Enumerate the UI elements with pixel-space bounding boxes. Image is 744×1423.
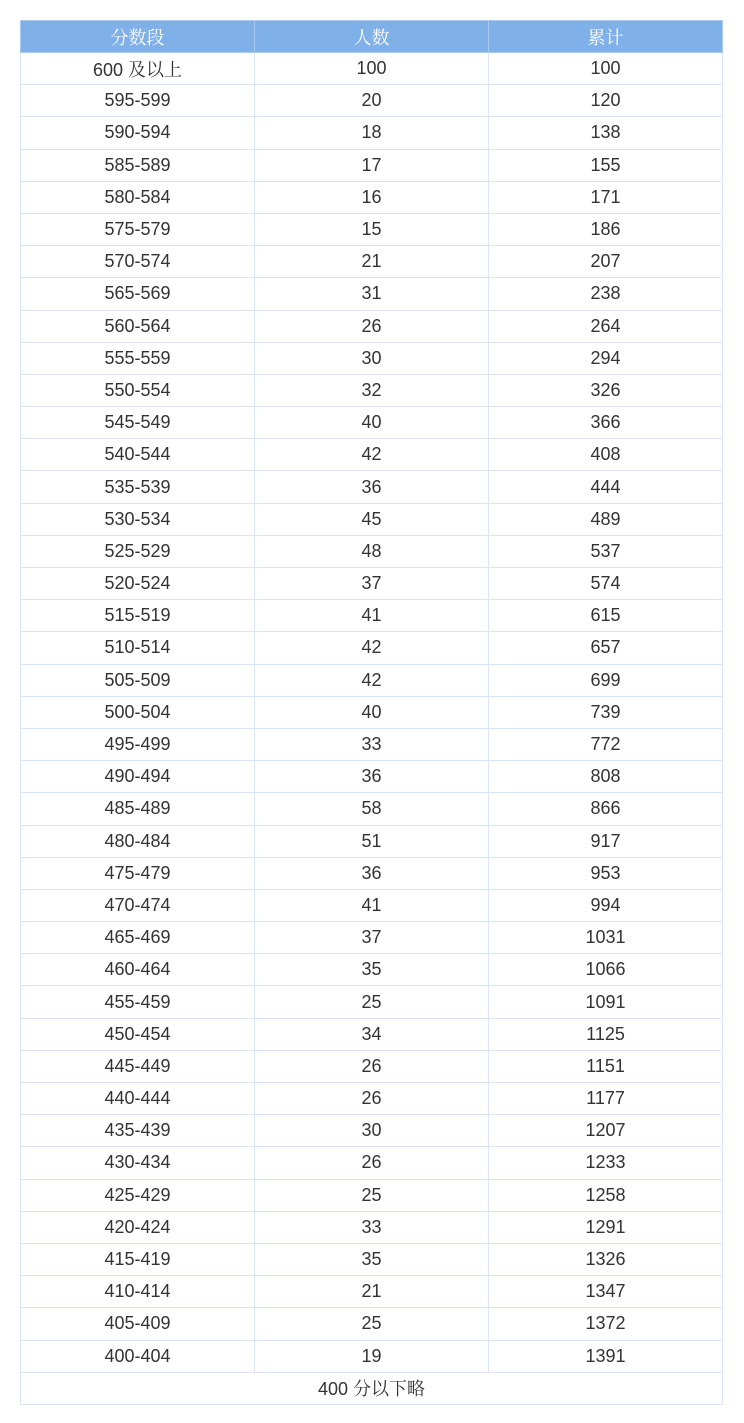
cell-cumulative: 917 — [489, 825, 723, 857]
cell-cumulative: 1066 — [489, 954, 723, 986]
cell-cumulative: 1031 — [489, 922, 723, 954]
table-row — [21, 1211, 723, 1243]
cell-score-range: 510-514 — [21, 632, 255, 664]
cell-count: 100 — [255, 53, 489, 85]
header-count: 人数 — [255, 21, 489, 53]
cell-score-range: 520-524 — [21, 568, 255, 600]
cell-count: 40 — [255, 407, 489, 439]
cell-count: 30 — [255, 342, 489, 374]
cell-count: 36 — [255, 857, 489, 889]
cell-count: 25 — [255, 1308, 489, 1340]
cell-cumulative: 808 — [489, 761, 723, 793]
cell-count: 36 — [255, 761, 489, 793]
cell-score-range: 590-594 — [21, 117, 255, 149]
table-row — [21, 117, 723, 149]
cell-cumulative: 155 — [489, 149, 723, 181]
cell-count: 19 — [255, 1340, 489, 1372]
cell-score-range: 540-544 — [21, 439, 255, 471]
table-row — [21, 85, 723, 117]
table-row — [21, 181, 723, 213]
cell-cumulative: 294 — [489, 342, 723, 374]
table-row — [21, 568, 723, 600]
table-row — [21, 342, 723, 374]
cell-cumulative: 100 — [489, 53, 723, 85]
table-row — [21, 310, 723, 342]
cell-score-range: 505-509 — [21, 664, 255, 696]
table-header-row — [21, 21, 723, 53]
header-score-range: 分数段 — [21, 21, 255, 53]
cell-score-range: 410-414 — [21, 1276, 255, 1308]
cell-score-range: 575-579 — [21, 213, 255, 245]
cell-score-range: 585-589 — [21, 149, 255, 181]
cell-count: 35 — [255, 1243, 489, 1275]
table-footer-row — [21, 1372, 723, 1404]
cell-cumulative: 207 — [489, 246, 723, 278]
table-row — [21, 1243, 723, 1275]
cell-count: 37 — [255, 922, 489, 954]
score-distribution-table — [20, 20, 723, 1405]
cell-score-range: 420-424 — [21, 1211, 255, 1243]
table-row — [21, 1308, 723, 1340]
cell-cumulative: 326 — [489, 374, 723, 406]
cell-count: 41 — [255, 600, 489, 632]
cell-cumulative: 408 — [489, 439, 723, 471]
table-row — [21, 407, 723, 439]
cell-score-range: 485-489 — [21, 793, 255, 825]
table-body — [21, 53, 723, 1373]
cell-cumulative: 238 — [489, 278, 723, 310]
cell-score-range: 470-474 — [21, 889, 255, 921]
cell-count: 42 — [255, 664, 489, 696]
cell-count: 33 — [255, 728, 489, 760]
table-row — [21, 825, 723, 857]
cell-cumulative: 739 — [489, 696, 723, 728]
table-row — [21, 1179, 723, 1211]
cell-count: 17 — [255, 149, 489, 181]
cell-count: 42 — [255, 632, 489, 664]
cell-score-range: 500-504 — [21, 696, 255, 728]
cell-count: 26 — [255, 1083, 489, 1115]
cell-cumulative: 1391 — [489, 1340, 723, 1372]
table-row — [21, 954, 723, 986]
cell-score-range: 555-559 — [21, 342, 255, 374]
cell-count: 37 — [255, 568, 489, 600]
cell-score-range: 580-584 — [21, 181, 255, 213]
cell-cumulative: 1177 — [489, 1083, 723, 1115]
score-distribution-table-container — [20, 20, 722, 1405]
cell-score-range: 455-459 — [21, 986, 255, 1018]
cell-score-range: 405-409 — [21, 1308, 255, 1340]
table-footer-note: 400 分以下略 — [21, 1372, 723, 1404]
cell-score-range: 490-494 — [21, 761, 255, 793]
cell-score-range: 515-519 — [21, 600, 255, 632]
cell-score-range: 450-454 — [21, 1018, 255, 1050]
cell-count: 16 — [255, 181, 489, 213]
cell-cumulative: 444 — [489, 471, 723, 503]
table-row — [21, 1050, 723, 1082]
cell-count: 30 — [255, 1115, 489, 1147]
cell-score-range: 440-444 — [21, 1083, 255, 1115]
cell-cumulative: 1258 — [489, 1179, 723, 1211]
cell-score-range: 545-549 — [21, 407, 255, 439]
cell-count: 18 — [255, 117, 489, 149]
table-row — [21, 213, 723, 245]
cell-score-range: 530-534 — [21, 503, 255, 535]
cell-count: 45 — [255, 503, 489, 535]
cell-cumulative: 772 — [489, 728, 723, 760]
cell-count: 21 — [255, 246, 489, 278]
cell-score-range: 415-419 — [21, 1243, 255, 1275]
cell-cumulative: 1326 — [489, 1243, 723, 1275]
cell-cumulative: 120 — [489, 85, 723, 117]
cell-cumulative: 366 — [489, 407, 723, 439]
cell-count: 25 — [255, 1179, 489, 1211]
cell-score-range: 550-554 — [21, 374, 255, 406]
cell-count: 36 — [255, 471, 489, 503]
table-row — [21, 922, 723, 954]
cell-score-range: 475-479 — [21, 857, 255, 889]
cell-count: 15 — [255, 213, 489, 245]
table-row — [21, 793, 723, 825]
cell-count: 41 — [255, 889, 489, 921]
cell-count: 58 — [255, 793, 489, 825]
cell-count: 21 — [255, 1276, 489, 1308]
table-row — [21, 1276, 723, 1308]
cell-cumulative: 171 — [489, 181, 723, 213]
cell-score-range: 570-574 — [21, 246, 255, 278]
cell-cumulative: 264 — [489, 310, 723, 342]
cell-cumulative: 1233 — [489, 1147, 723, 1179]
cell-count: 51 — [255, 825, 489, 857]
cell-count: 32 — [255, 374, 489, 406]
table-row — [21, 503, 723, 535]
table-row — [21, 374, 723, 406]
cell-score-range: 525-529 — [21, 535, 255, 567]
cell-cumulative: 1091 — [489, 986, 723, 1018]
table-row — [21, 149, 723, 181]
table-row — [21, 986, 723, 1018]
table-row — [21, 857, 723, 889]
cell-cumulative: 615 — [489, 600, 723, 632]
cell-score-range: 435-439 — [21, 1115, 255, 1147]
table-row — [21, 632, 723, 664]
cell-cumulative: 699 — [489, 664, 723, 696]
table-row — [21, 439, 723, 471]
cell-count: 34 — [255, 1018, 489, 1050]
cell-cumulative: 1347 — [489, 1276, 723, 1308]
cell-score-range: 600 及以上 — [21, 53, 255, 85]
table-row — [21, 1018, 723, 1050]
table-row — [21, 246, 723, 278]
table-row — [21, 535, 723, 567]
cell-cumulative: 138 — [489, 117, 723, 149]
cell-cumulative: 657 — [489, 632, 723, 664]
cell-count: 42 — [255, 439, 489, 471]
cell-count: 26 — [255, 1050, 489, 1082]
table-row — [21, 889, 723, 921]
cell-count: 20 — [255, 85, 489, 117]
cell-cumulative: 574 — [489, 568, 723, 600]
cell-count: 31 — [255, 278, 489, 310]
table-row — [21, 1340, 723, 1372]
cell-count: 40 — [255, 696, 489, 728]
cell-score-range: 400-404 — [21, 1340, 255, 1372]
table-row — [21, 1147, 723, 1179]
cell-cumulative: 866 — [489, 793, 723, 825]
cell-count: 35 — [255, 954, 489, 986]
table-row — [21, 471, 723, 503]
cell-score-range: 425-429 — [21, 1179, 255, 1211]
cell-cumulative: 1207 — [489, 1115, 723, 1147]
table-row — [21, 278, 723, 310]
cell-count: 48 — [255, 535, 489, 567]
header-cumulative: 累计 — [489, 21, 723, 53]
table-row — [21, 761, 723, 793]
table-row — [21, 1083, 723, 1115]
table-row — [21, 696, 723, 728]
cell-score-range: 445-449 — [21, 1050, 255, 1082]
cell-cumulative: 953 — [489, 857, 723, 889]
cell-cumulative: 1372 — [489, 1308, 723, 1340]
cell-cumulative: 994 — [489, 889, 723, 921]
cell-score-range: 480-484 — [21, 825, 255, 857]
cell-score-range: 430-434 — [21, 1147, 255, 1179]
cell-cumulative: 489 — [489, 503, 723, 535]
cell-score-range: 595-599 — [21, 85, 255, 117]
cell-score-range: 465-469 — [21, 922, 255, 954]
table-row — [21, 1115, 723, 1147]
cell-cumulative: 537 — [489, 535, 723, 567]
cell-score-range: 535-539 — [21, 471, 255, 503]
cell-cumulative: 186 — [489, 213, 723, 245]
cell-cumulative: 1291 — [489, 1211, 723, 1243]
cell-count: 33 — [255, 1211, 489, 1243]
cell-cumulative: 1151 — [489, 1050, 723, 1082]
cell-score-range: 565-569 — [21, 278, 255, 310]
cell-score-range: 460-464 — [21, 954, 255, 986]
table-row — [21, 600, 723, 632]
cell-count: 26 — [255, 1147, 489, 1179]
cell-count: 26 — [255, 310, 489, 342]
table-row — [21, 728, 723, 760]
table-row — [21, 664, 723, 696]
cell-score-range: 560-564 — [21, 310, 255, 342]
cell-score-range: 495-499 — [21, 728, 255, 760]
cell-count: 25 — [255, 986, 489, 1018]
table-row — [21, 53, 723, 85]
cell-cumulative: 1125 — [489, 1018, 723, 1050]
